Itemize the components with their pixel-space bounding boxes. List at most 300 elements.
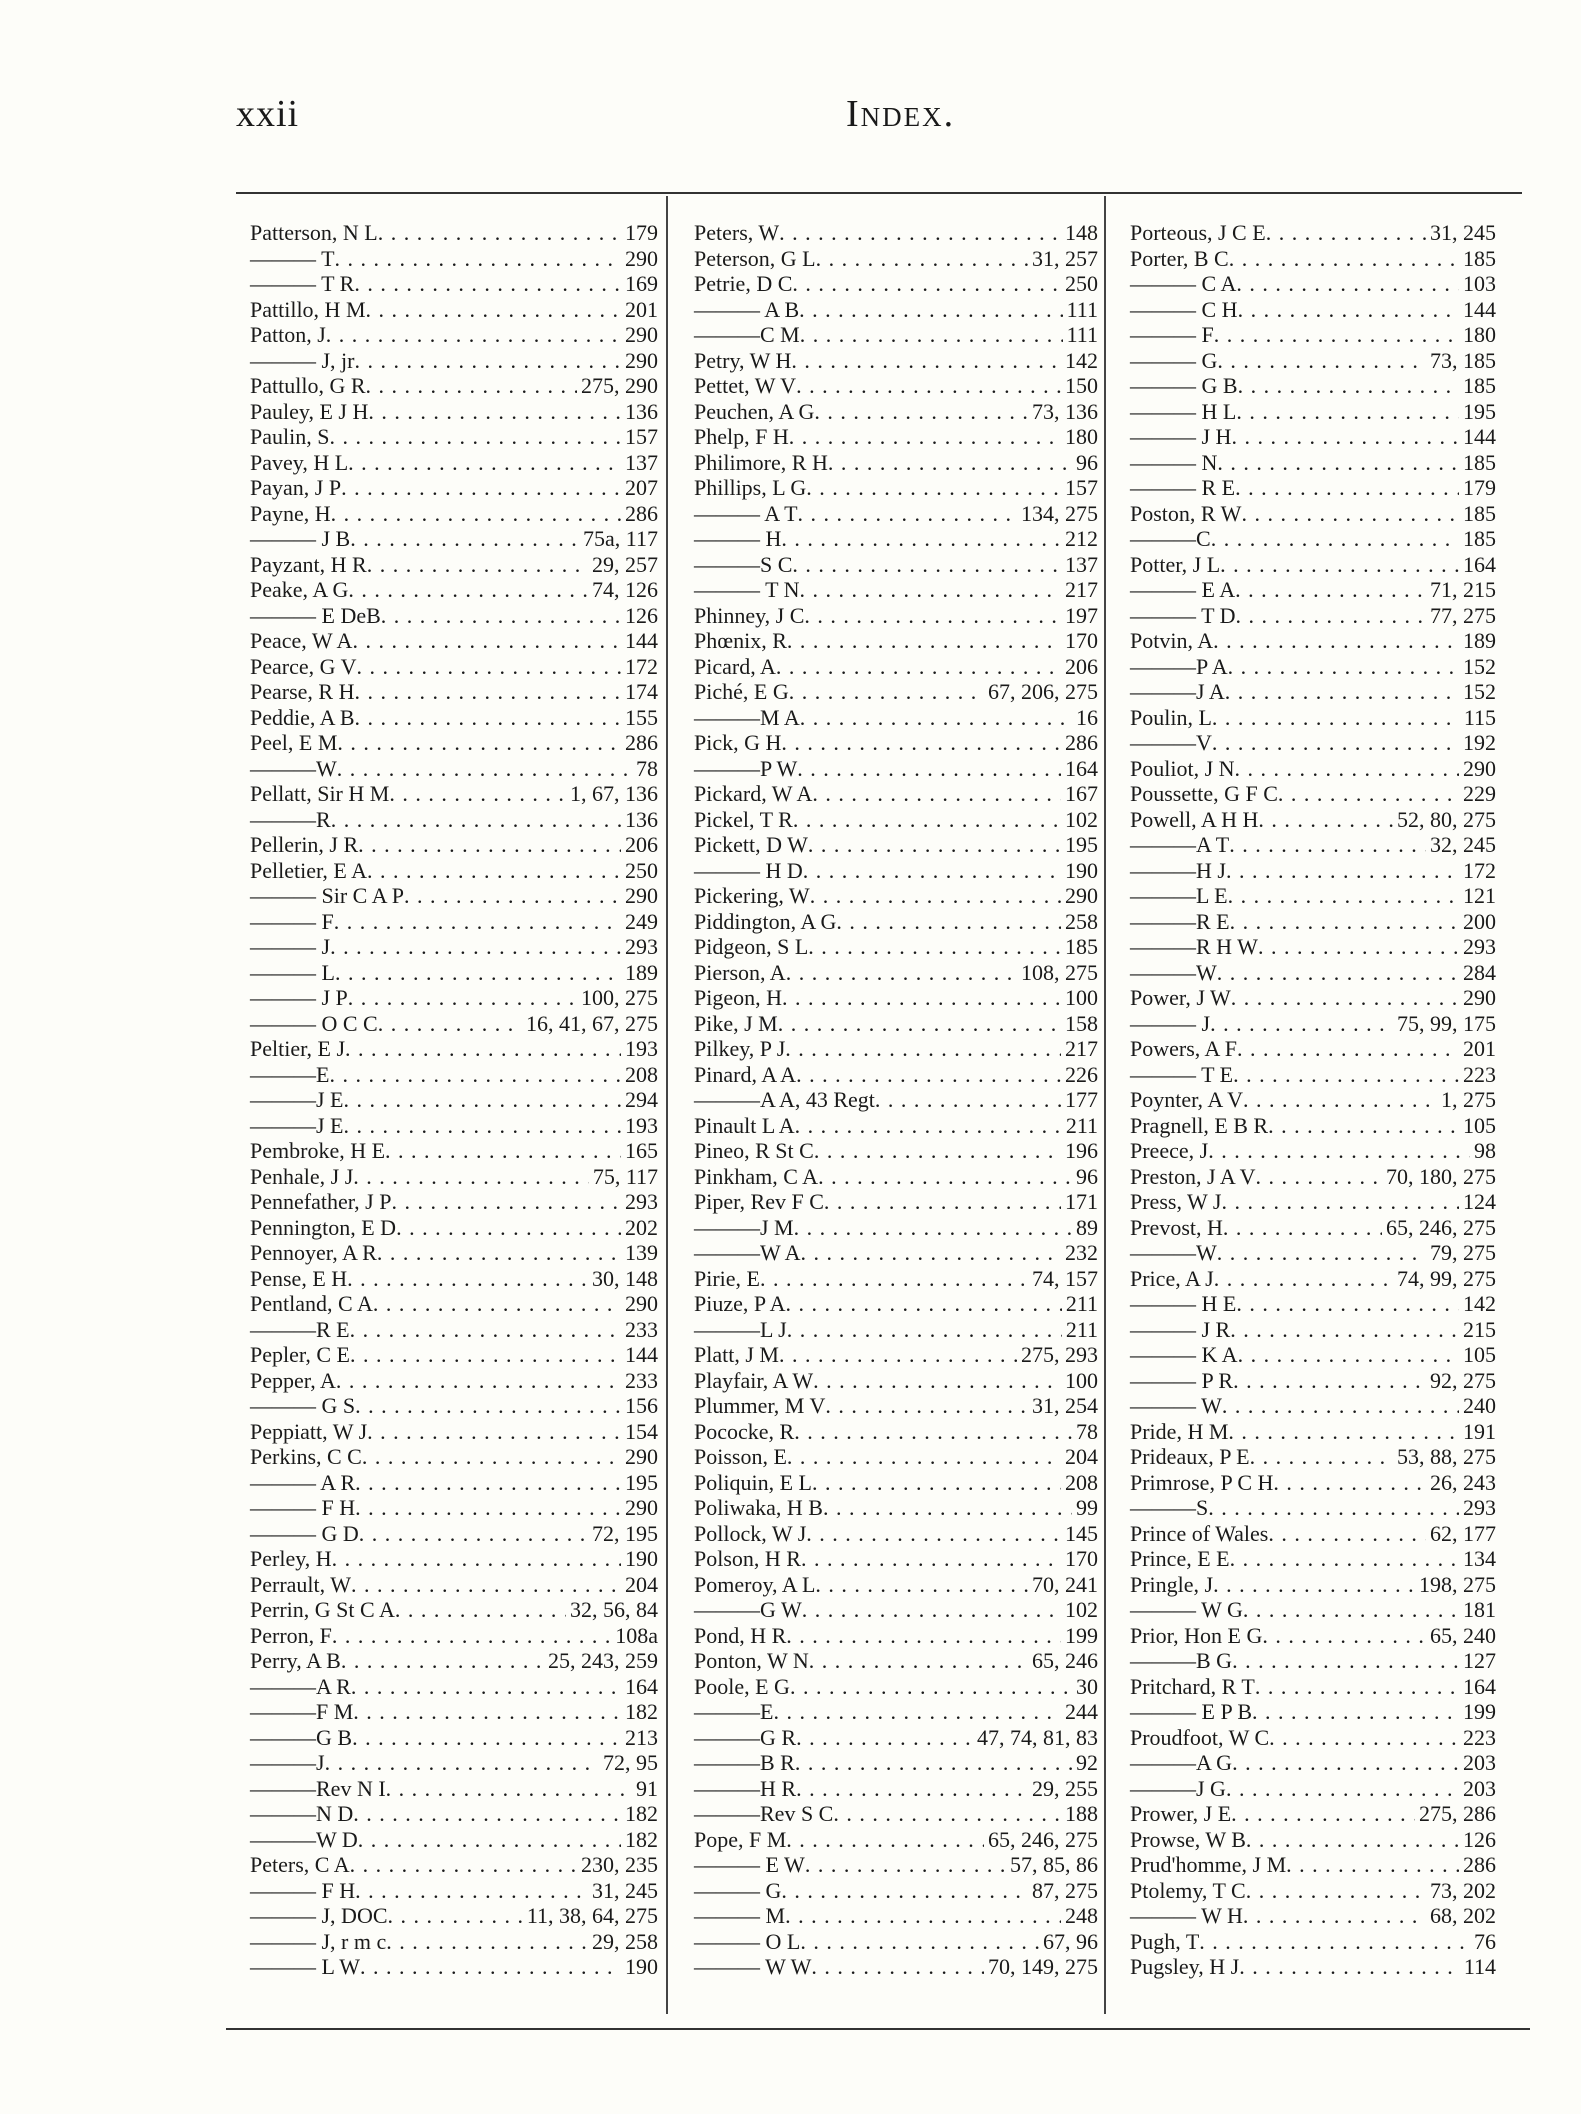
entry-name: Patterson, N L xyxy=(250,220,378,245)
entry-pages: 181 xyxy=(1463,1597,1496,1622)
entry-pages: 139 xyxy=(625,1240,658,1265)
entry-pages: 230, 235 xyxy=(581,1852,658,1877)
entry-pages: 53, 88, 275 xyxy=(1397,1444,1496,1469)
entry-pages: 114 xyxy=(1463,1954,1496,1979)
index-entry xyxy=(250,934,658,960)
entry-name: ——— J, jr xyxy=(250,347,355,373)
leader-dots xyxy=(355,1878,588,1904)
entry-pages: 29, 258 xyxy=(592,1928,658,1954)
entry-pages: 198, 275 xyxy=(1419,1571,1496,1597)
leader-dots xyxy=(1208,1495,1459,1521)
entry-pages: 92 xyxy=(1076,1750,1098,1775)
index-entry xyxy=(250,1699,658,1725)
entry-pages: 78 xyxy=(1076,1418,1098,1444)
index-entry xyxy=(1130,1546,1496,1572)
leader-dots xyxy=(332,1546,621,1572)
entry-name: Piddington, A G xyxy=(694,908,837,934)
entry-pages: 223 xyxy=(1463,1724,1496,1750)
entry-name: Peel, E M xyxy=(250,730,338,755)
entry-pages: 164 xyxy=(1463,1673,1496,1699)
entry-pages: 202 xyxy=(625,1214,658,1240)
leader-dots xyxy=(1231,1801,1415,1827)
index-entry xyxy=(694,552,1098,578)
leader-dots xyxy=(355,1393,621,1419)
entry-name: Petrie, D C xyxy=(694,271,793,296)
entry-name: Peltier, E J xyxy=(250,1036,346,1061)
leader-dots xyxy=(1236,271,1459,297)
entry-pages: 65, 246, 275 xyxy=(1386,1214,1496,1240)
leader-dots xyxy=(341,475,621,501)
leader-dots xyxy=(337,730,621,756)
entry-name: Petry, W H xyxy=(694,347,792,373)
entry-pages: 200 xyxy=(1463,908,1496,934)
entry-name: ———P A xyxy=(1130,653,1228,679)
index-entry xyxy=(250,1393,658,1419)
leader-dots xyxy=(798,501,1017,527)
entry-name: Payne, H xyxy=(250,500,331,526)
entry-pages: 105 xyxy=(1463,1112,1496,1138)
entry-name: ———M A xyxy=(694,704,800,730)
entry-name: Pollock, W J xyxy=(694,1520,807,1546)
entry-name: ———W D xyxy=(250,1826,358,1852)
index-entry xyxy=(1130,1827,1496,1853)
entry-pages: 70, 241 xyxy=(1032,1571,1098,1597)
entry-name: Peddie, A B xyxy=(250,704,355,730)
entry-pages: 190 xyxy=(1065,857,1098,883)
index-entry xyxy=(1130,373,1496,399)
leader-dots xyxy=(344,1087,622,1113)
leader-dots xyxy=(800,577,1061,603)
entry-pages: 182 xyxy=(625,1826,658,1852)
index-entry xyxy=(250,1495,658,1521)
leader-dots xyxy=(802,1597,1061,1623)
index-entry xyxy=(694,960,1098,986)
entry-pages: 213 xyxy=(625,1724,658,1750)
entry-pages: 134, 275 xyxy=(1021,500,1098,526)
entry-name: ———C xyxy=(1130,526,1211,551)
leader-dots xyxy=(836,909,1061,935)
entry-name: ———W xyxy=(1130,1240,1217,1265)
leader-dots xyxy=(389,781,566,807)
leader-dots xyxy=(404,883,621,909)
entry-name: ———J E xyxy=(250,1087,344,1112)
entry-name: ———G R xyxy=(694,1724,797,1750)
entry-pages: 185 xyxy=(1463,373,1496,398)
entry-pages: 290 xyxy=(625,322,658,347)
entry-pages: 137 xyxy=(1065,551,1098,577)
entry-name: ——— H D xyxy=(694,857,803,883)
entry-name: Porter, B C xyxy=(1130,245,1229,271)
entry-pages: 73, 136 xyxy=(1032,398,1098,424)
index-entry xyxy=(250,475,658,501)
leader-dots xyxy=(810,883,1061,909)
leader-dots xyxy=(350,526,579,552)
entry-name: Pearse, R H xyxy=(250,679,355,704)
leader-dots xyxy=(1212,730,1459,756)
index-entry xyxy=(1130,1699,1496,1725)
index-entry xyxy=(250,220,658,246)
entry-name: Pidgeon, S L xyxy=(694,934,809,959)
leader-dots xyxy=(1213,1572,1415,1598)
index-entry xyxy=(1130,1521,1496,1547)
index-entry xyxy=(250,654,658,680)
entry-pages: 158 xyxy=(1065,1010,1098,1036)
entry-name: ——— W H xyxy=(1130,1903,1243,1928)
entry-pages: 172 xyxy=(1463,857,1496,883)
index-entry xyxy=(1130,858,1496,884)
index-entry xyxy=(1130,1444,1496,1470)
index-entry xyxy=(1130,1113,1496,1139)
entry-pages: 207 xyxy=(625,475,658,500)
leader-dots xyxy=(1241,501,1459,527)
leader-dots xyxy=(395,1597,566,1623)
leader-dots xyxy=(789,424,1061,450)
leader-dots xyxy=(350,1852,577,1878)
entry-name: ———J E xyxy=(250,1112,344,1138)
entry-name: Pennoyer, A R xyxy=(250,1240,377,1265)
entry-pages: 286 xyxy=(1065,730,1098,755)
entry-pages: 31, 254 xyxy=(1032,1393,1098,1418)
entry-pages: 286 xyxy=(625,500,658,526)
leader-dots xyxy=(1228,1419,1459,1445)
entry-pages: 75, 117 xyxy=(592,1163,658,1189)
entry-name: Power, J W xyxy=(1130,985,1231,1010)
leader-dots xyxy=(823,1495,1072,1521)
entry-name: Pearce, G V xyxy=(250,653,357,679)
entry-pages: 290 xyxy=(625,1444,658,1469)
index-entry xyxy=(1130,603,1496,629)
index-entry xyxy=(694,1062,1098,1088)
entry-pages: 185 xyxy=(1463,526,1496,551)
entry-name: Potter, J L xyxy=(1130,551,1221,577)
entry-name: ——— A R xyxy=(250,1469,356,1495)
index-entry xyxy=(250,1240,658,1266)
index-entry xyxy=(1130,1648,1496,1674)
entry-pages: 201 xyxy=(625,296,658,322)
index-entry xyxy=(250,373,658,399)
entry-pages: 258 xyxy=(1065,908,1098,934)
entry-pages: 290 xyxy=(625,1495,658,1520)
entry-name: ——— F xyxy=(1130,322,1214,347)
leader-dots xyxy=(377,1240,621,1266)
leader-dots xyxy=(1231,424,1459,450)
leader-dots xyxy=(368,399,621,425)
entry-name: Poussette, G F C xyxy=(1130,781,1278,806)
entry-name: ——— T E xyxy=(1130,1061,1234,1087)
index-entry xyxy=(250,1419,658,1445)
leader-dots xyxy=(1278,781,1459,807)
entry-pages: 229 xyxy=(1463,781,1496,806)
index-entry xyxy=(250,1036,658,1062)
entry-pages: 190 xyxy=(625,1954,658,1979)
entry-pages: 233 xyxy=(625,1316,658,1342)
index-entry xyxy=(1130,1852,1496,1878)
entry-pages: 165 xyxy=(625,1138,658,1163)
entry-pages: 206 xyxy=(1065,653,1098,679)
index-entry xyxy=(250,1164,658,1190)
index-entry xyxy=(250,730,658,756)
entry-name: ———R H W xyxy=(1130,934,1258,959)
entry-pages: 108a xyxy=(615,1622,658,1648)
entry-name: Pickering, W xyxy=(694,883,810,908)
entry-name: ——— J P xyxy=(250,985,348,1010)
entry-pages: 195 xyxy=(625,1469,658,1495)
index-entry xyxy=(694,730,1098,756)
leader-dots xyxy=(805,1852,1006,1878)
entry-name: Pellatt, Sir H M xyxy=(250,781,390,806)
entry-name: Phelp, F H xyxy=(694,424,789,449)
index-entry xyxy=(250,1113,658,1139)
entry-pages: 111 xyxy=(1066,296,1098,322)
entry-name: ——— C H xyxy=(1130,296,1238,322)
index-entry xyxy=(1130,705,1496,731)
leader-dots xyxy=(800,1929,1039,1955)
leader-dots xyxy=(1222,1393,1459,1419)
index-entry xyxy=(250,1954,658,1980)
entry-pages: 179 xyxy=(1463,475,1496,500)
entry-pages: 102 xyxy=(1065,1597,1098,1622)
index-entry xyxy=(250,1623,658,1649)
entry-name: Pomeroy, A L xyxy=(694,1571,816,1597)
index-entry xyxy=(694,705,1098,731)
entry-pages: 77, 275 xyxy=(1430,602,1496,628)
leader-dots xyxy=(1226,858,1459,884)
leader-dots xyxy=(790,1674,1072,1700)
entry-name: ———P W xyxy=(694,755,798,781)
entry-pages: 250 xyxy=(625,857,658,883)
leader-dots xyxy=(355,1495,621,1521)
index-entry xyxy=(694,1827,1098,1853)
leader-dots xyxy=(1268,1521,1426,1547)
entry-pages: 286 xyxy=(1463,1852,1496,1877)
index-entry xyxy=(1130,322,1496,348)
entry-pages: 111 xyxy=(1066,322,1098,347)
leader-dots xyxy=(1217,960,1459,986)
index-entry xyxy=(250,1470,658,1496)
index-entry xyxy=(250,1929,658,1955)
entry-name: Powell, A H H xyxy=(1130,806,1259,832)
leader-dots xyxy=(385,1138,621,1164)
leader-dots xyxy=(1256,1164,1382,1190)
leader-dots xyxy=(815,1572,1028,1598)
leader-dots xyxy=(341,1648,544,1674)
entry-pages: 62, 177 xyxy=(1430,1520,1496,1546)
entry-name: ———J G xyxy=(1130,1775,1226,1801)
leader-dots xyxy=(355,348,622,374)
entry-name: Pirie, E xyxy=(694,1265,760,1291)
index-entry xyxy=(250,1189,658,1215)
index-entry xyxy=(1130,832,1496,858)
index-entry xyxy=(694,1419,1098,1445)
index-entry xyxy=(694,1342,1098,1368)
entry-pages: 121 xyxy=(1463,883,1496,908)
index-entry xyxy=(250,909,658,935)
entry-pages: 208 xyxy=(1065,1469,1098,1495)
entry-pages: 32, 245 xyxy=(1430,832,1496,857)
index-entry xyxy=(694,1546,1098,1572)
entry-name: ——— J H xyxy=(1130,424,1232,449)
index-entry xyxy=(250,1546,658,1572)
leader-dots xyxy=(825,1393,1028,1419)
entry-pages: 52, 80, 275 xyxy=(1397,806,1496,832)
entry-name: ——— A T xyxy=(694,500,798,526)
entry-pages: 290 xyxy=(1463,755,1496,781)
leader-dots xyxy=(1243,1903,1426,1929)
entry-pages: 74, 126 xyxy=(592,577,658,602)
leader-dots xyxy=(809,1648,1028,1674)
leader-dots xyxy=(355,705,621,731)
index-entry xyxy=(694,1597,1098,1623)
index-entry xyxy=(694,934,1098,960)
leader-dots xyxy=(326,322,621,348)
entry-name: Pugh, T xyxy=(1130,1928,1200,1954)
index-entry xyxy=(250,577,658,603)
entry-name: Polson, H R xyxy=(694,1546,801,1571)
leader-dots xyxy=(366,297,621,323)
index-entry xyxy=(1130,271,1496,297)
leader-dots xyxy=(796,1776,1028,1802)
entry-name: Pinkham, C A xyxy=(694,1163,819,1189)
entry-name: Paulin, S xyxy=(250,424,330,449)
leader-dots xyxy=(1228,654,1459,680)
entry-name: ——— J R xyxy=(1130,1316,1231,1342)
entry-pages: 248 xyxy=(1065,1903,1098,1928)
entry-name: Piper, Rev F C xyxy=(694,1189,824,1214)
entry-name: ———S C xyxy=(694,551,793,577)
entry-pages: 204 xyxy=(1065,1444,1098,1469)
entry-pages: 67, 206, 275 xyxy=(988,679,1098,704)
index-entry xyxy=(1130,1419,1496,1445)
entry-pages: 87, 275 xyxy=(1032,1877,1098,1903)
leader-dots xyxy=(1231,985,1459,1011)
index-entry xyxy=(694,756,1098,782)
entry-pages: 29, 255 xyxy=(1032,1775,1098,1801)
entry-pages: 156 xyxy=(625,1393,658,1418)
entry-name: Pigeon, H xyxy=(694,985,782,1010)
entry-pages: 250 xyxy=(1065,271,1098,296)
index-entry xyxy=(1130,1903,1496,1929)
entry-pages: 185 xyxy=(1463,245,1496,271)
entry-name: Payan, J P xyxy=(250,475,342,500)
index-entry xyxy=(694,1954,1098,1980)
entry-pages: 193 xyxy=(625,1112,658,1138)
leader-dots xyxy=(779,1342,1017,1368)
entry-name: ——— E P B xyxy=(1130,1699,1253,1724)
index-entry xyxy=(250,526,658,552)
leader-dots xyxy=(335,960,621,986)
entry-name: Perkins, C C xyxy=(250,1444,362,1469)
entry-name: ———Rev S C xyxy=(694,1801,834,1826)
entry-pages: 211 xyxy=(1065,1112,1098,1138)
entry-pages: 223 xyxy=(1463,1061,1496,1087)
column-divider xyxy=(666,196,668,2014)
entry-pages: 144 xyxy=(1463,296,1496,322)
entry-name: Perron, F xyxy=(250,1622,332,1648)
entry-pages: 75a, 117 xyxy=(583,526,658,551)
leader-dots xyxy=(348,450,621,476)
index-entry xyxy=(250,1852,658,1878)
entry-pages: 142 xyxy=(1463,1291,1496,1316)
leader-dots xyxy=(787,1444,1061,1470)
entry-pages: 92, 275 xyxy=(1430,1367,1496,1393)
entry-pages: 26, 243 xyxy=(1430,1469,1496,1495)
index-entry xyxy=(694,1087,1098,1113)
leader-dots xyxy=(336,1368,621,1394)
index-entry xyxy=(1130,1674,1496,1700)
leader-dots xyxy=(360,1954,621,1980)
leader-dots xyxy=(1217,1240,1426,1266)
index-entry xyxy=(1130,1495,1496,1521)
entry-pages: 142 xyxy=(1065,347,1098,373)
entry-name: Peterson, G L xyxy=(694,245,816,271)
index-entry xyxy=(1130,1240,1496,1266)
entry-name: ——— H xyxy=(694,526,782,551)
leader-dots xyxy=(785,1291,1061,1317)
leader-dots xyxy=(801,1546,1061,1572)
entry-name: ———Rev N I xyxy=(250,1775,386,1801)
leader-dots xyxy=(362,1444,621,1470)
column-divider xyxy=(1104,196,1106,2014)
leader-dots xyxy=(806,1521,1061,1547)
entry-pages: 290 xyxy=(625,883,658,908)
leader-dots xyxy=(786,960,1017,986)
entry-name: ———B R xyxy=(694,1750,795,1775)
index-entry xyxy=(250,1215,658,1241)
entry-pages: 1, 67, 136 xyxy=(570,781,658,806)
leader-dots xyxy=(348,577,588,603)
index-entry xyxy=(1130,1750,1496,1776)
leader-dots xyxy=(792,552,1061,578)
entry-name: ——— G xyxy=(1130,347,1218,373)
entry-name: ———G W xyxy=(694,1597,802,1622)
index-entry xyxy=(694,1572,1098,1598)
entry-name: Pickel, T R xyxy=(694,806,793,832)
index-entry xyxy=(250,322,658,348)
leader-dots xyxy=(1217,450,1459,476)
index-entry xyxy=(1130,1164,1496,1190)
leader-dots xyxy=(1255,1674,1459,1700)
index-entry xyxy=(250,552,658,578)
leader-dots xyxy=(345,1036,621,1062)
entry-name: Price, A J xyxy=(1130,1265,1214,1291)
entry-name: ——— E DeB xyxy=(250,602,381,628)
entry-name: ——— Sir C A P xyxy=(250,883,405,908)
index-entry xyxy=(250,1903,658,1929)
index-entry xyxy=(694,1011,1098,1037)
entry-pages: 212 xyxy=(1065,526,1098,551)
entry-pages: 249 xyxy=(625,908,658,934)
leader-dots xyxy=(813,1368,1061,1394)
entry-name: Pettet, W V xyxy=(694,373,797,398)
leader-dots xyxy=(348,985,577,1011)
index-entry xyxy=(694,1776,1098,1802)
entry-name: Perley, H xyxy=(250,1546,332,1571)
entry-pages: 65, 246 xyxy=(1032,1648,1098,1673)
entry-name: Pick, G H xyxy=(694,730,782,755)
leader-dots xyxy=(1217,348,1426,374)
index-entry xyxy=(694,399,1098,425)
leader-dots xyxy=(818,1164,1072,1190)
entry-pages: 126 xyxy=(625,602,658,628)
index-entry xyxy=(1130,1291,1496,1317)
entry-pages: 195 xyxy=(1065,832,1098,857)
index-entry xyxy=(250,1342,658,1368)
index-entry xyxy=(694,1291,1098,1317)
entry-name: Potvin, A xyxy=(1130,628,1214,653)
leader-dots xyxy=(1238,373,1459,399)
entry-name: Pembroke, H E xyxy=(250,1138,386,1163)
entry-name: ——— W G xyxy=(1130,1597,1243,1622)
